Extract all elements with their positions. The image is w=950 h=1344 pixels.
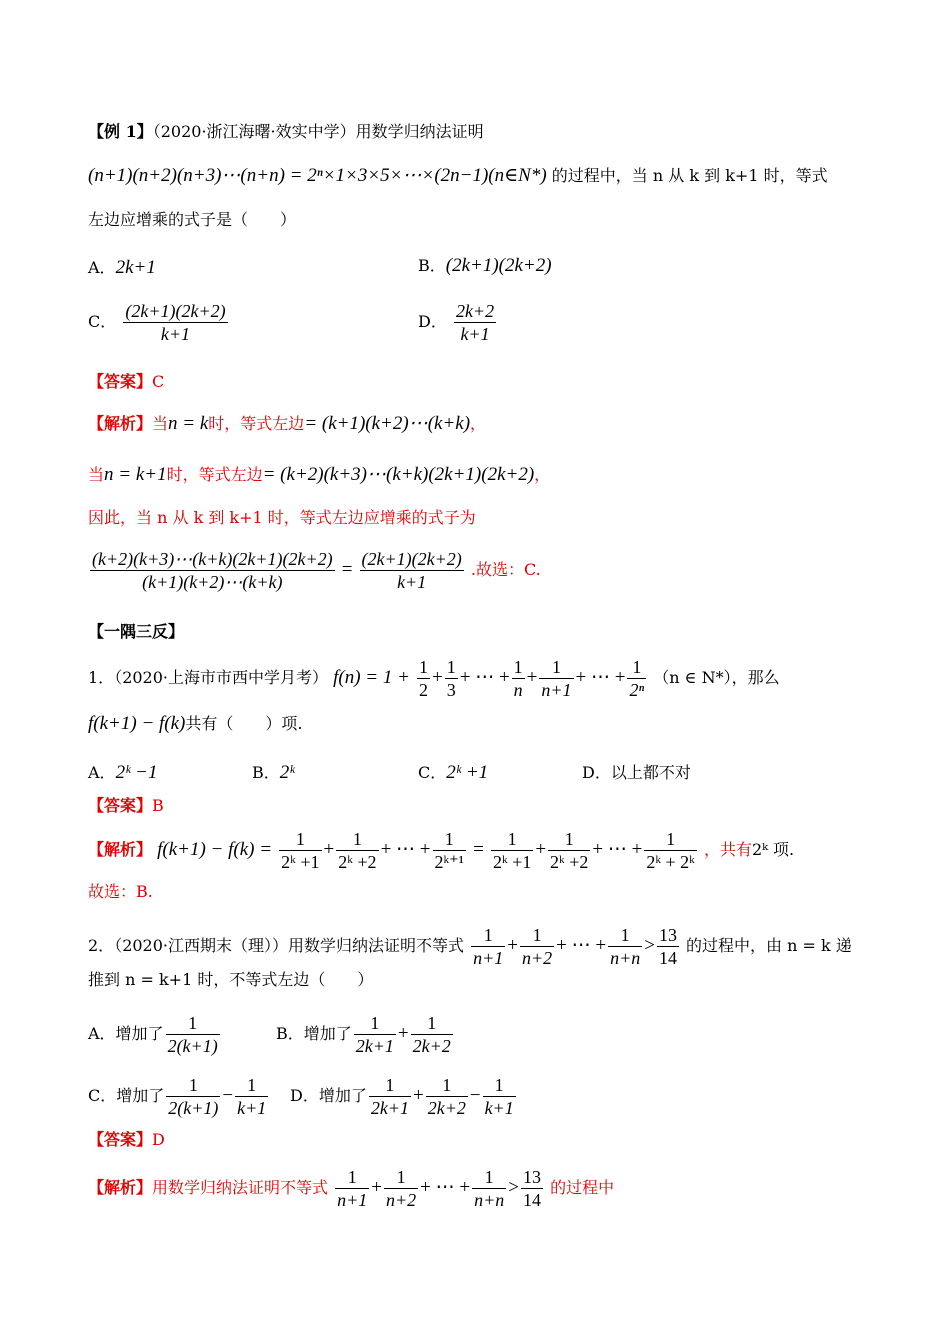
example-stem-line3: 左边应增乘的式子是（ ）	[88, 210, 297, 229]
q1-an-dots-1: + ⋯ +	[380, 839, 431, 860]
analysis-2e: ，	[534, 465, 551, 484]
q2-an-plus: +	[371, 1177, 382, 1198]
q1-domain-text: （n ∈ N*），那么	[653, 668, 780, 687]
q2-rn: 13	[658, 925, 677, 945]
q1-f2n: 1	[446, 657, 456, 677]
q1-line2	[88, 714, 302, 734]
final-den2: k+1	[397, 572, 427, 592]
q2-analysis-formula	[333, 1167, 545, 1210]
q2-c-d2: k+1	[237, 1098, 267, 1118]
example-option-b	[418, 253, 552, 277]
option-c-fraction	[123, 300, 227, 345]
q2-answer-tag: 【答案】	[88, 1130, 153, 1149]
q2-d-label: D．增加了	[290, 1086, 367, 1105]
q2-option-b	[276, 1012, 455, 1057]
q2-option-a	[88, 1012, 222, 1057]
q1-answer-tag: 【答案】	[88, 796, 153, 815]
q1-frac-2	[445, 656, 458, 701]
q2-d-n3: 1	[483, 1074, 516, 1097]
q1-t6d: 2ᵏ + 2ᵏ	[646, 852, 695, 872]
q1-f1d: 2	[419, 680, 429, 700]
example-stem-tail: 的过程中，当 n 从 k 到 k+1 时，等式	[551, 166, 828, 185]
option-a-expr: 2k+1	[115, 257, 156, 278]
example-formula: (n+1)(n+2)(n+3)⋯(n+n) = 2ⁿ×1×3×5×⋯×(2n−1)(n∈N*)	[88, 165, 547, 186]
option-d-num: 2k+2	[455, 301, 495, 321]
q1-an-plus-1: +	[323, 839, 335, 860]
q2-an-s2n: 1	[384, 1166, 418, 1189]
final-fraction-2	[360, 548, 464, 593]
q2-an-s1n: 1	[335, 1166, 369, 1189]
analysis-2a: 当	[88, 465, 105, 484]
option-b-label: B．	[418, 256, 446, 275]
q1-d-text: 以上都不对	[610, 763, 691, 782]
q1-t4	[491, 828, 533, 873]
q1-option-a	[88, 760, 157, 784]
q2-option-c	[88, 1074, 270, 1119]
option-c-num: (2k+1)(2k+2)	[125, 301, 226, 321]
q2-analysis	[88, 1166, 614, 1211]
q2-an-s3	[472, 1166, 506, 1211]
q1-func: f(n) = 1 +	[333, 667, 410, 688]
q1-conclusion: 故选：B.	[88, 882, 153, 901]
final-num: (k+2)(k+3)⋯(k+k)(2k+1)(2k+2)	[92, 549, 333, 569]
q1-source: （2020·上海市市西中学月考）	[114, 668, 328, 687]
analysis-2c: 时，等式左边	[166, 465, 263, 484]
q1-t4n: 1	[491, 828, 533, 851]
q1-an-expr: f(k+1) − f(k) =	[157, 839, 273, 860]
q1-an-eq: =	[473, 839, 484, 860]
q2-a-label: A．增加了	[88, 1024, 164, 1043]
q2-s3	[608, 924, 642, 969]
q1-analysis	[88, 828, 794, 873]
example-option-c	[88, 300, 230, 345]
q1-an-dots-2: + ⋯ +	[592, 839, 643, 860]
q2-b-frac-1	[354, 1012, 396, 1057]
q1-tail-red: ，共有	[703, 840, 752, 859]
q2-plus-1: +	[507, 935, 518, 956]
q2-an-s2	[384, 1166, 418, 1211]
q2-d-frac-2	[426, 1074, 468, 1119]
q2-d-frac-3	[483, 1074, 516, 1119]
q1-t3	[433, 828, 467, 873]
q1-f4d: n+1	[541, 680, 572, 700]
q1-line2-expr: f(k+1) − f(k)	[88, 713, 186, 734]
q2-s1	[471, 924, 505, 969]
q1-t2d: 2ᵏ +2	[338, 852, 377, 872]
q2-d-n1: 1	[369, 1074, 411, 1097]
answer-value: C	[152, 372, 165, 391]
q2-b-frac-2	[411, 1012, 453, 1057]
q1-frac-1	[417, 656, 430, 701]
q2-an-gt: >	[508, 1177, 519, 1198]
q2-a-frac	[166, 1012, 220, 1057]
q2-b-label: B．增加了	[276, 1024, 352, 1043]
q1-f5n: 1	[627, 656, 646, 679]
q1-number: 1．	[88, 668, 115, 687]
q2-s1d: n+1	[473, 948, 504, 968]
q2-d-d2: 2k+2	[427, 1098, 466, 1118]
final-tail: .故选：C.	[470, 560, 541, 579]
q1-t4d: 2ᵏ +1	[492, 852, 532, 872]
q2-an-dots: + ⋯ +	[420, 1177, 471, 1198]
analysis-1a: 当	[152, 414, 169, 433]
q1-f3n: 1	[513, 657, 523, 677]
final-equals: =	[341, 559, 353, 580]
q1-plus-dots-2: + ⋯ +	[575, 667, 626, 688]
example-formula-line	[88, 166, 828, 186]
option-b-expr: (2k+1)(2k+2)	[445, 255, 552, 276]
option-d-label: D．	[418, 312, 447, 331]
example-intro: 用数学归纳法证明	[355, 122, 484, 141]
q2-rhs	[657, 924, 679, 969]
q2-an-s1	[335, 1166, 369, 1211]
q2-analysis-text: 用数学归纳法证明不等式	[152, 1178, 329, 1197]
example-option-d	[418, 300, 498, 345]
q1-t5n: 1	[548, 828, 590, 851]
q1-t2n: 1	[336, 828, 378, 851]
q1-f3d: n	[513, 680, 523, 700]
option-c-den: k+1	[160, 324, 191, 344]
q1-t1	[279, 828, 321, 873]
q1-plus-2: +	[526, 667, 538, 688]
q2-gt: >	[644, 935, 655, 956]
q1-t5d: 2ᵏ +2	[550, 852, 589, 872]
analysis-2d: = (k+2)(k+3)⋯(k+k)(2k+1)(2k+2)	[262, 464, 535, 485]
analysis-tag: 【解析】	[88, 414, 153, 433]
q1-plus-dots-1: + ⋯ +	[459, 667, 510, 688]
q2-an-s3d: n+n	[474, 1190, 505, 1210]
q2-dots-1: + ⋯ +	[556, 935, 607, 956]
example-analysis-1	[88, 414, 486, 434]
q2-c-d1: 2(k+1)	[168, 1098, 219, 1118]
q1-c-expr: 2ᵏ +1	[446, 762, 489, 783]
answer-tag: 【答案】	[88, 372, 153, 391]
example-final-line	[88, 548, 541, 593]
q1-b-expr: 2ᵏ	[279, 762, 295, 783]
example-analysis-3: 因此，当 n 从 k 到 k+1 时，等式左边应增乘的式子为	[88, 508, 476, 527]
q2-c-frac-1	[166, 1074, 220, 1119]
q1-option-d	[582, 760, 691, 783]
q2-a-num: 1	[166, 1012, 220, 1035]
q1-option-b	[252, 760, 295, 784]
analysis-1b: n = k	[168, 413, 209, 434]
q2-d-frac-1	[369, 1074, 411, 1119]
q2-an-s2d: n+2	[386, 1190, 417, 1210]
q2-s1n: 1	[471, 924, 505, 947]
q1-an-plus-2: +	[535, 839, 547, 860]
option-d-den: k+1	[460, 324, 490, 344]
q1-f2d: 3	[446, 680, 456, 700]
q1-frac-5	[627, 656, 646, 701]
q1-f1n: 1	[419, 657, 429, 677]
q2-option-d	[290, 1074, 518, 1119]
q1-t5	[548, 828, 590, 873]
q1-f4n: 1	[539, 656, 573, 679]
q2-s2d: n+2	[521, 948, 553, 968]
analysis-2b: n = k+1	[104, 464, 167, 485]
q1-analysis-tag: 【解析】	[88, 840, 153, 859]
q1-tail-black: 2ᵏ 项.	[751, 840, 795, 859]
q2-number: 2．	[88, 936, 115, 955]
q2-s2n: 1	[520, 924, 554, 947]
q2-intro: 用数学归纳法证明不等式	[288, 936, 465, 955]
q2-s3d: n+n	[610, 948, 641, 968]
analysis-1d: = (k+1)(k+2)⋯(k+k)	[304, 413, 471, 434]
q2-analysis-tag: 【解析】	[88, 1178, 153, 1197]
example-answer	[88, 372, 164, 392]
q1-line2-text: 共有（ ）项.	[185, 714, 303, 733]
q2-s2	[520, 924, 554, 969]
final-fraction-1	[90, 548, 335, 593]
q1-stem	[88, 656, 780, 701]
q2-d-d1: 2k+1	[370, 1098, 409, 1118]
q2-b-n2: 1	[411, 1012, 453, 1035]
q1-c-label: C．	[418, 763, 447, 782]
q2-d-d3: k+1	[484, 1098, 514, 1118]
q2-an-rn: 13	[522, 1167, 541, 1187]
q2-an-s1d: n+1	[337, 1190, 368, 1210]
q1-t1n: 1	[279, 828, 321, 851]
option-c-label: C．	[88, 312, 117, 331]
example-analysis-2	[88, 465, 550, 485]
analysis-1c: 时，等式左边	[208, 414, 305, 433]
q2-d-n2: 1	[426, 1074, 468, 1097]
section-title: 【一隅三反】	[88, 622, 185, 641]
q2-rd: 14	[658, 948, 677, 968]
option-a-label: A．	[88, 258, 116, 277]
q2-an-rd: 14	[522, 1190, 541, 1210]
q1-t6n: 1	[644, 828, 697, 851]
q2-c-n1: 1	[166, 1074, 220, 1097]
q1-t1d: 2ᵏ +1	[281, 852, 320, 872]
q1-d-label: D．	[582, 763, 611, 782]
option-d-fraction	[454, 300, 496, 345]
q2-b-d1: 2k+1	[355, 1036, 394, 1056]
q1-option-c	[418, 760, 488, 784]
q1-t3n: 1	[433, 828, 467, 851]
final-num2: (2k+1)(2k+2)	[361, 549, 462, 569]
q1-f5d: 2ⁿ	[629, 680, 645, 700]
q2-b-n1: 1	[354, 1012, 396, 1035]
q2-answer	[88, 1130, 165, 1150]
q2-c-label: C．增加了	[88, 1086, 165, 1105]
q2-line2: 推到 n = k+1 时，不等式左边（ ）	[88, 970, 374, 989]
q1-answer-value: B	[152, 796, 164, 815]
q2-answer-value: D	[152, 1130, 165, 1149]
q1-b-label: B．	[252, 763, 280, 782]
q1-a-expr: 2ᵏ −1	[115, 762, 158, 783]
q1-frac-4	[539, 656, 573, 701]
q2-b-plus: +	[397, 1023, 409, 1044]
example-tag: 【例 1】	[88, 122, 153, 141]
q2-an-s3n: 1	[472, 1166, 506, 1189]
q1-plus-1: +	[432, 667, 443, 688]
q2-c-minus: −	[222, 1085, 234, 1106]
q2-d-minus: −	[469, 1085, 481, 1106]
q2-a-den: 2(k+1)	[167, 1036, 218, 1056]
q1-a-label: A．	[88, 763, 116, 782]
q2-b-d2: 2k+2	[412, 1036, 451, 1056]
q2-stem	[88, 924, 852, 969]
q1-t3d: 2ᵏ⁺¹	[434, 852, 465, 872]
q2-tail: 的过程中，由 n = k 递	[686, 936, 852, 955]
q2-d-plus: +	[412, 1085, 424, 1106]
q1-t6	[644, 828, 697, 873]
example-heading	[88, 122, 484, 142]
q2-analysis-tail: 的过程中	[550, 1178, 615, 1197]
q2-c-n2: 1	[235, 1074, 268, 1097]
q2-s3n: 1	[608, 924, 642, 947]
q1-frac-3	[512, 656, 525, 701]
q1-t2	[336, 828, 378, 873]
example-option-a	[88, 255, 156, 279]
q1-answer	[88, 796, 164, 816]
q2-c-frac-2	[235, 1074, 268, 1119]
final-den: (k+1)(k+2)⋯(k+k)	[142, 572, 283, 592]
q2-source: （2020·江西期末（理））	[114, 936, 288, 955]
example-source: （2020·浙江海曙·效实中学）	[152, 122, 356, 141]
analysis-1e: ，	[470, 414, 487, 433]
q2-an-rhs	[521, 1166, 543, 1211]
